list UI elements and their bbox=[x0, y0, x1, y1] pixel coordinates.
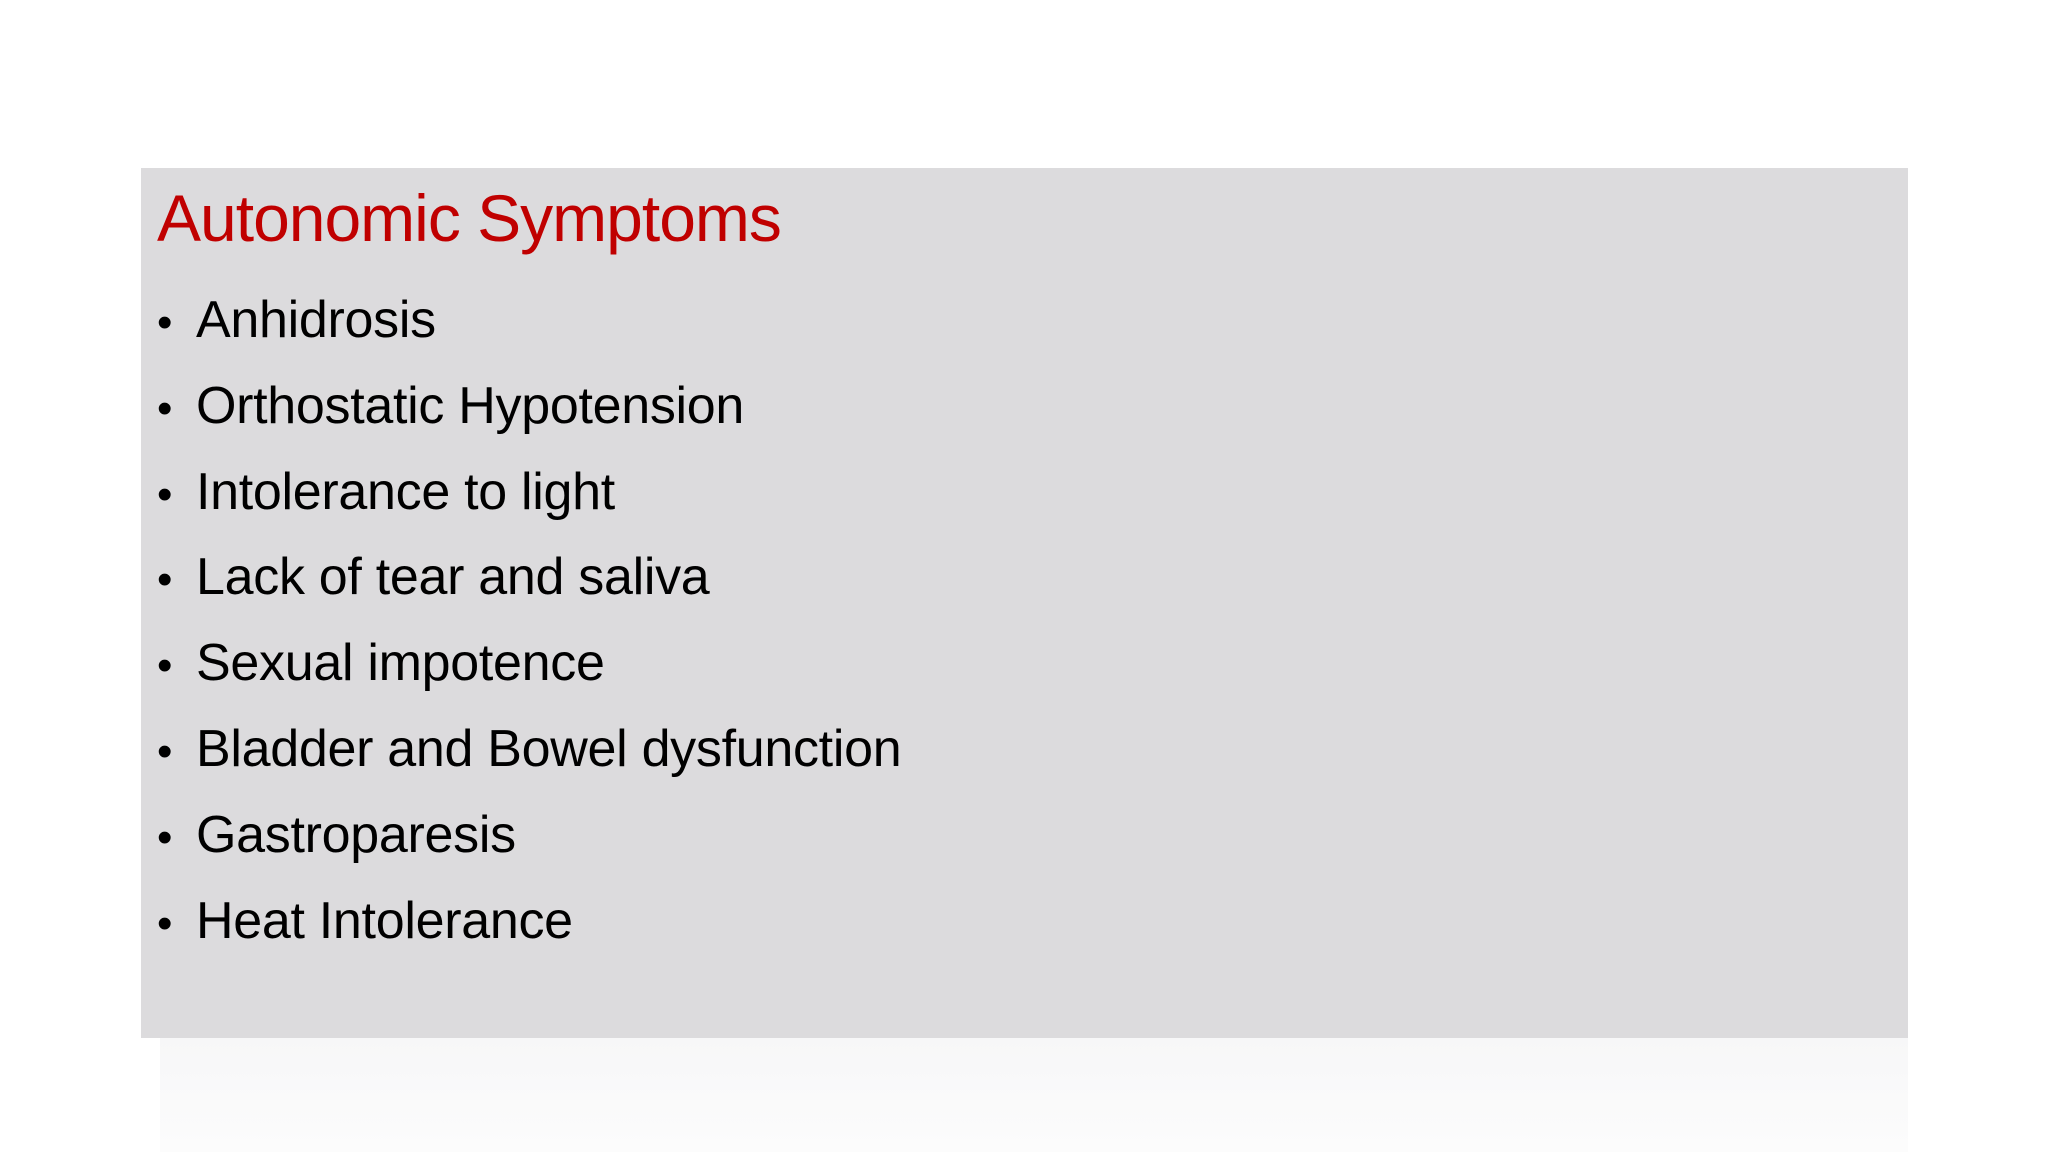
bullet-icon: • bbox=[157, 641, 173, 691]
bullet-icon: • bbox=[157, 812, 173, 862]
bullet-icon: • bbox=[157, 898, 173, 948]
bullet-icon: • bbox=[157, 555, 173, 605]
content-panel bbox=[141, 168, 1908, 1038]
list-item bbox=[157, 879, 901, 965]
list-item-text: Bladder and Bowel dysfunction bbox=[196, 719, 902, 778]
list-item bbox=[157, 793, 901, 879]
list-item bbox=[157, 278, 901, 364]
list-item bbox=[157, 535, 901, 621]
list-item bbox=[157, 621, 901, 707]
bullet-icon: • bbox=[157, 726, 173, 776]
list-item bbox=[157, 364, 901, 450]
list-item-text: Orthostatic Hypotension bbox=[196, 376, 745, 435]
list-item-text: Intolerance to light bbox=[196, 462, 615, 521]
list-item-text: Sexual impotence bbox=[196, 634, 605, 693]
list-item bbox=[157, 707, 901, 793]
list-item-text: Gastroparesis bbox=[196, 805, 516, 864]
list-item-text: Lack of tear and saliva bbox=[196, 548, 710, 607]
bullet-icon: • bbox=[157, 383, 173, 433]
list-item-text: Anhidrosis bbox=[196, 291, 436, 349]
list-item-text: Heat Intolerance bbox=[196, 891, 573, 950]
bullet-icon: • bbox=[157, 469, 173, 519]
slide-shadow bbox=[160, 1038, 1908, 1152]
bullet-icon: • bbox=[157, 298, 173, 347]
bullet-list bbox=[157, 278, 901, 964]
slide-title: Autonomic Symptoms bbox=[157, 181, 781, 255]
list-item bbox=[157, 450, 901, 536]
